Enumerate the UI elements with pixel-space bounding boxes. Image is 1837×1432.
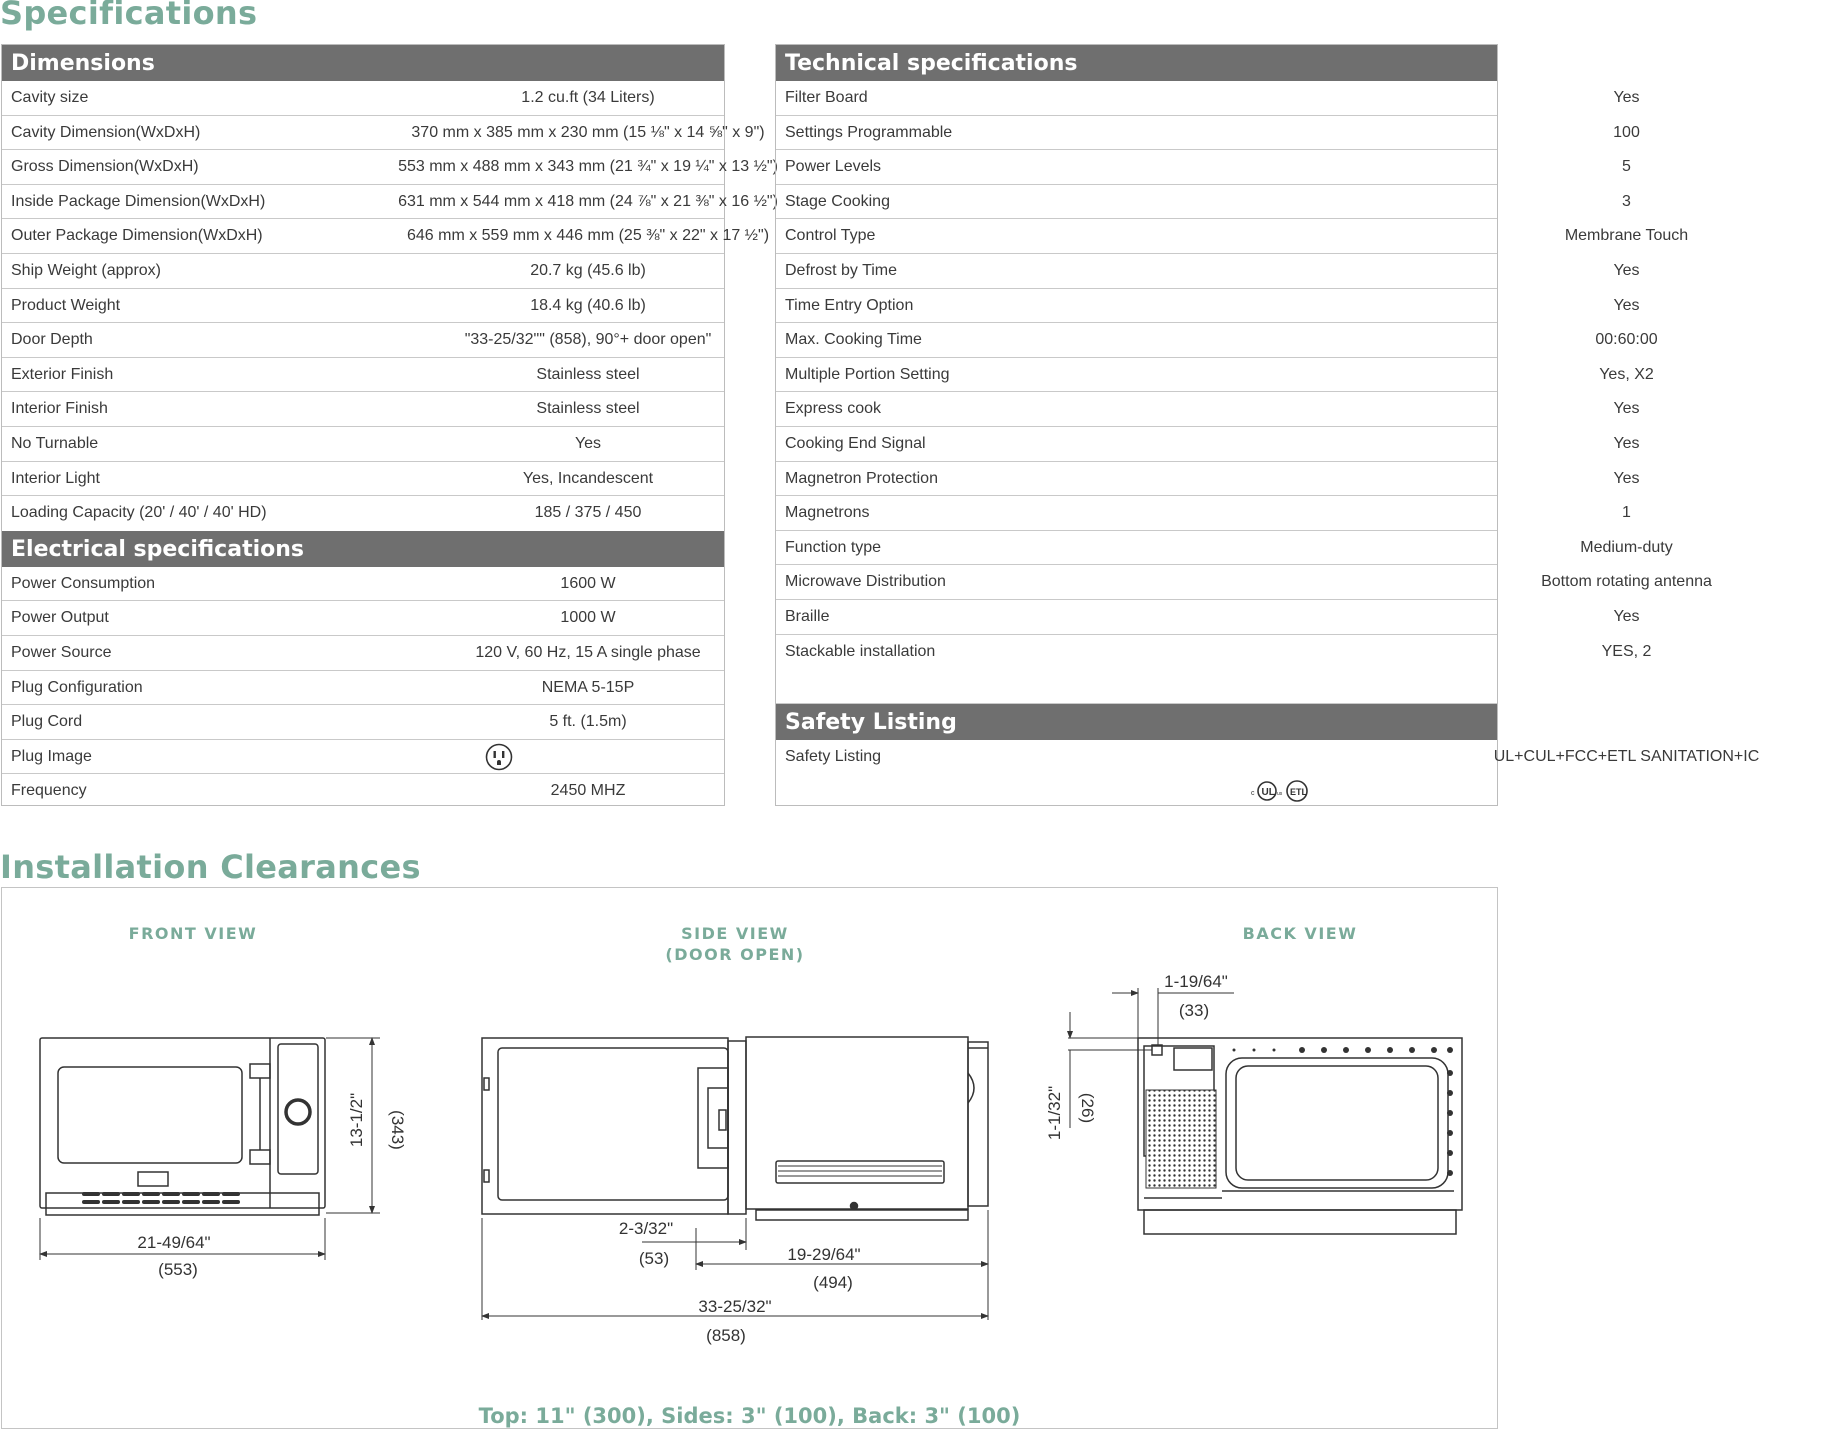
spec-row (776, 219, 1689, 254)
spec-label: Inside Package Dimension(WxDxH) (11, 192, 266, 210)
spec-value: Medium-duty (1580, 538, 1673, 556)
dimensions-header: Dimensions (2, 45, 724, 81)
spec-row (776, 392, 1640, 427)
spec-label: Loading Capacity (20' / 40' / 40' HD) (11, 504, 267, 522)
spec-label: Function type (785, 538, 882, 556)
side-total-mm: (858) (706, 1326, 746, 1345)
spec-label: Multiple Portion Setting (785, 365, 950, 383)
spec-row (776, 323, 1658, 358)
spec-row (776, 289, 1640, 324)
installation-diagram (1, 887, 1498, 1429)
spec-row (776, 600, 1640, 635)
spec-value: 5 ft. (1.5m) (549, 713, 627, 731)
specifications-title: Specifications (0, 0, 258, 32)
spec-row (2, 740, 724, 775)
electrical-header: Electrical specifications (2, 531, 724, 567)
front-view-label: FRONT VIEW (128, 924, 258, 943)
spec-label: Magnetrons (785, 504, 870, 522)
spec-label: Outer Package Dimension(WxDxH) (11, 227, 263, 245)
front-width-in: 21-49/64" (137, 1233, 211, 1252)
spec-value: 370 mm x 385 mm x 230 mm (15 ⅛" x 14 ⅝" x 9") (411, 123, 765, 141)
back-view-drawing (1068, 988, 1462, 1234)
spec-value: "33-25/32"" (858), 90°+ door open" (464, 331, 712, 349)
left-spec-panel (1, 44, 778, 806)
spec-label: Cavity Dimension(WxDxH) (11, 123, 201, 141)
spec-row (776, 462, 1640, 497)
spec-row (2, 496, 724, 531)
spec-value: Stainless steel (536, 365, 640, 383)
spec-label: Time Entry Option (785, 296, 914, 314)
side-view-line2: (DOOR OPEN) (665, 945, 805, 964)
spec-value: 1600 W (560, 574, 616, 592)
spec-label: Plug Cord (11, 713, 83, 731)
spec-row (2, 254, 724, 289)
spec-row (776, 116, 1640, 151)
spec-row (776, 185, 1631, 220)
side-view-drawing (482, 1037, 988, 1320)
drawing-canvas (2, 888, 1497, 1428)
spec-row (776, 740, 1760, 775)
svg-text:c: c (1251, 790, 1255, 798)
spec-value: 646 mm x 559 mm x 446 mm (25 ⅜" x 22" x 17 ½") (406, 227, 770, 245)
spec-label: Interior Finish (11, 400, 108, 418)
spec-row (2, 392, 724, 427)
spec-value: 1 (1622, 504, 1631, 522)
side-a-in: 2-3/32" (618, 1219, 674, 1238)
certification-logo-row (776, 774, 1497, 809)
spec-label: Stackable installation (785, 642, 936, 660)
spec-row (776, 427, 1640, 462)
svg-text:ETL: ETL (1290, 787, 1307, 798)
spec-value: Membrane Touch (1564, 227, 1689, 245)
plug-outlet-icon (485, 743, 513, 771)
safety-header: Safety Listing (776, 704, 1497, 740)
spec-value: 1000 W (560, 609, 616, 627)
spec-value: 1.2 cu.ft (34 Liters) (521, 89, 655, 106)
side-view-line1: SIDE VIEW (681, 924, 789, 943)
spec-value: 20.7 kg (45.6 lb) (530, 261, 646, 279)
spec-row (776, 565, 1712, 600)
side-total-in: 33-25/32" (698, 1297, 772, 1316)
front-view-drawing (40, 1038, 380, 1260)
installation-title: Installation Clearances (0, 848, 421, 886)
spec-row (2, 427, 724, 462)
spec-label: Stage Cooking (785, 192, 890, 210)
spec-value: Stainless steel (536, 400, 640, 418)
spec-label: Cooking End Signal (785, 434, 926, 452)
spec-row (776, 496, 1631, 531)
spec-row (2, 567, 724, 602)
spec-value: Yes, Incandescent (522, 469, 654, 487)
spec-value: 100 (1613, 123, 1640, 141)
spec-row (776, 254, 1640, 289)
spec-value: Yes (1613, 400, 1640, 418)
spacer-row (776, 669, 1497, 704)
spec-label: No Turnable (11, 434, 99, 452)
spec-value: NEMA 5-15P (541, 678, 635, 696)
spec-label: Power Output (11, 609, 109, 627)
spec-value: Bottom rotating antenna (1541, 573, 1712, 591)
spec-value: 631 mm x 544 mm x 418 mm (24 ⅞" x 21 ⅜" x 16 ½") (398, 192, 778, 210)
right-spec-panel (775, 44, 1760, 806)
spec-row (2, 289, 724, 324)
side-b-mm: (494) (813, 1273, 853, 1292)
spec-value: 2450 MHZ (550, 782, 626, 800)
front-height-in: 13-1/2" (347, 1092, 366, 1148)
spec-label: Interior Light (11, 469, 100, 487)
spec-value: 553 mm x 488 mm x 343 mm (21 ¾" x 19 ¼" x 13 ½") (398, 158, 778, 176)
dimensions-rows (2, 81, 778, 531)
spec-row (2, 671, 724, 706)
spec-value: Yes (1613, 296, 1640, 314)
spec-row (776, 635, 1652, 670)
front-height-mm: (343) (388, 1110, 407, 1150)
spec-label: Braille (785, 607, 830, 625)
spec-row (2, 116, 765, 151)
spec-row (2, 150, 778, 185)
spec-value: YES, 2 (1601, 642, 1652, 660)
spec-row (776, 81, 1640, 116)
spec-row (2, 462, 724, 497)
back-side-in: 1-1/32" (1045, 1085, 1064, 1141)
front-width-mm: (553) (158, 1260, 198, 1279)
back-top-in: 1-19/64" (1164, 972, 1228, 991)
svg-text:us: us (1277, 791, 1283, 798)
spec-row (2, 323, 724, 358)
spec-row (2, 81, 724, 116)
spec-row (2, 705, 724, 740)
spec-label: Safety Listing (785, 747, 882, 765)
spec-label: Power Levels (785, 158, 882, 176)
side-a-mm: (53) (638, 1249, 670, 1268)
spec-label: Frequency (11, 782, 87, 800)
spec-row (776, 531, 1673, 566)
back-view-label: BACK VIEW (1242, 924, 1358, 943)
spec-label: Max. Cooking Time (785, 331, 922, 349)
spec-row (2, 601, 724, 636)
ul-etl-certification-icon (1250, 778, 1310, 804)
technical-rows (776, 81, 1712, 669)
spec-label: Ship Weight (approx) (11, 261, 161, 279)
clearance-note: Top: 11" (300), Sides: 3" (100), Back: 3" (100) (478, 1404, 1021, 1428)
back-side-mm: (26) (1078, 1092, 1097, 1124)
spec-row (2, 219, 770, 254)
side-b-in: 19-29/64" (787, 1245, 861, 1264)
spec-label: Cavity size (11, 89, 89, 106)
spec-row (776, 150, 1631, 185)
spec-label: Door Depth (11, 331, 93, 349)
spec-label: Magnetron Protection (785, 469, 938, 487)
spec-value: 3 (1622, 192, 1631, 210)
spec-row (776, 358, 1654, 393)
spec-label: Settings Programmable (785, 123, 953, 141)
spec-row (2, 636, 724, 671)
spec-label: Defrost by Time (785, 261, 898, 279)
spec-row (2, 358, 724, 393)
spec-value: 120 V, 60 Hz, 15 A single phase (475, 643, 701, 661)
spec-row (2, 774, 724, 809)
technical-header: Technical specifications (776, 45, 1497, 81)
safety-rows (776, 740, 1760, 775)
spec-label: Microwave Distribution (785, 573, 946, 591)
spec-value: 5 (1622, 158, 1631, 176)
spec-value: 00:60:00 (1595, 331, 1658, 349)
spec-label: Product Weight (11, 296, 121, 314)
spec-label: Power Consumption (11, 574, 156, 592)
spec-value: Yes (1613, 89, 1640, 106)
spec-value: 18.4 kg (40.6 lb) (530, 296, 646, 314)
spec-label: Control Type (785, 227, 876, 245)
spec-value: 185 / 375 / 450 (534, 504, 642, 522)
spec-label: Gross Dimension(WxDxH) (11, 158, 199, 176)
spec-value: UL+CUL+FCC+ETL SANITATION+IC (1493, 747, 1760, 765)
spec-label: Express cook (785, 400, 882, 418)
svg-text:UL: UL (1261, 787, 1275, 799)
spec-value: Yes (1613, 469, 1640, 487)
electrical-rows (2, 567, 724, 809)
spec-label: Power Source (11, 643, 112, 661)
spec-label: Filter Board (785, 89, 868, 106)
spec-label: Plug Image (11, 747, 92, 765)
spec-value: Yes (574, 434, 602, 452)
spec-value: Yes (1613, 434, 1640, 452)
spec-row (2, 185, 778, 220)
spec-value: Yes, X2 (1599, 365, 1654, 383)
back-top-mm: (33) (1178, 1001, 1210, 1020)
spec-value: Yes (1613, 607, 1640, 625)
spec-label: Plug Configuration (11, 678, 143, 696)
spec-label: Exterior Finish (11, 365, 114, 383)
spec-value: Yes (1613, 261, 1640, 279)
